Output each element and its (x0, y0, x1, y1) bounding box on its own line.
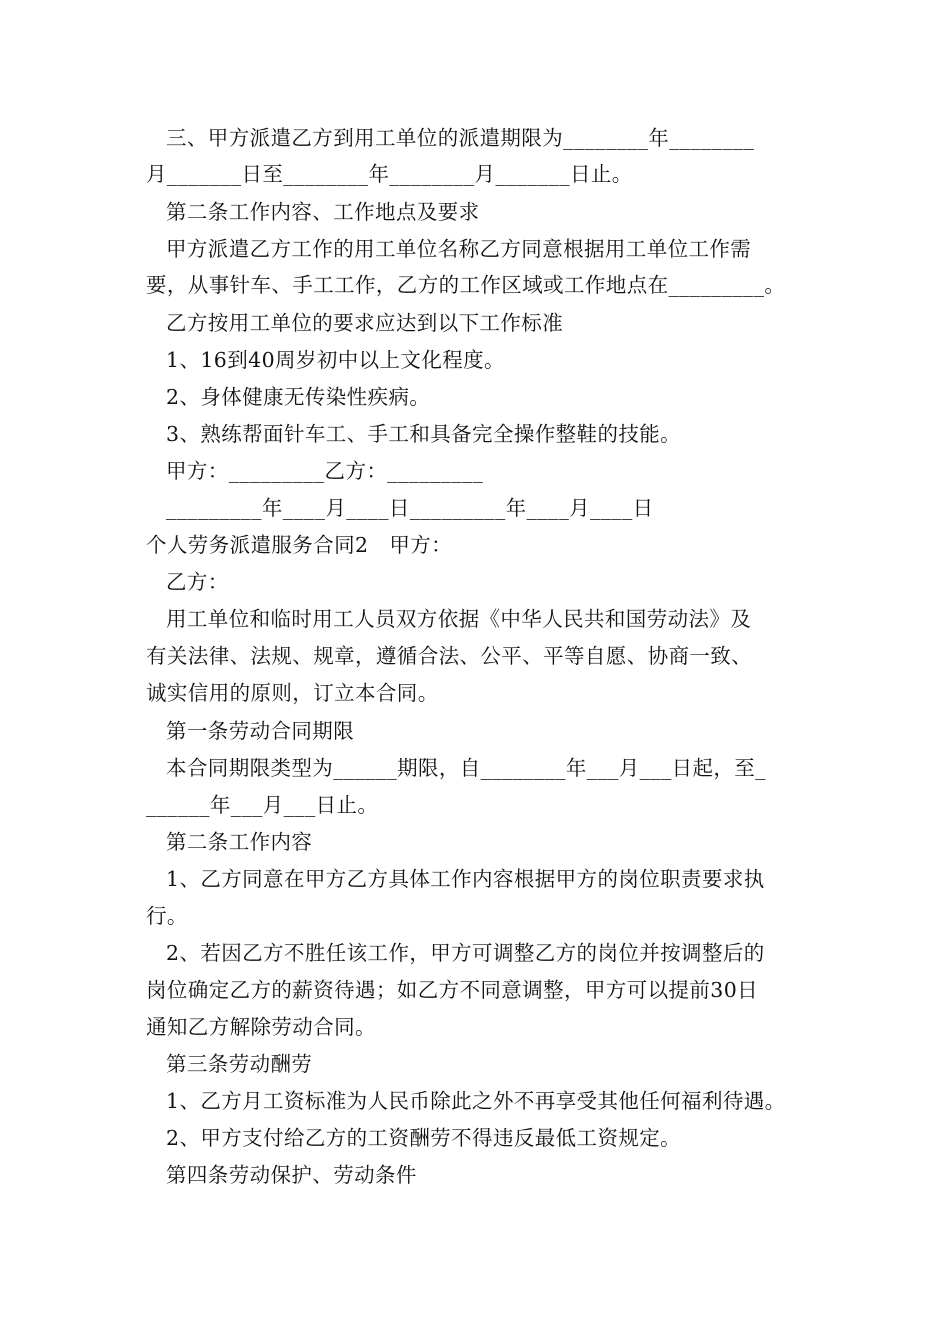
list-item: 3、熟练帮面针车工、手工和具备完全操作整鞋的技能。 (166, 422, 682, 446)
signature-line: 甲方：_________乙方：_________ (166, 459, 484, 483)
text-line: 本合同期限类型为______期限，自________年___月___日起，至_ (166, 756, 766, 780)
text-line: 三、甲方派遣乙方到用工单位的派遣期限为________年________ (166, 126, 755, 150)
text-line: 乙方： (166, 570, 229, 594)
text-line: 用工单位和临时用工人员双方依据《中华人民共和国劳动法》及 (166, 607, 752, 631)
text-line: 通知乙方解除劳动合同。 (146, 1015, 376, 1039)
section-heading: 第二条工作内容、工作地点及要求 (166, 200, 480, 224)
section-heading: 第二条工作内容 (166, 830, 313, 854)
text-line: 诚实信用的原则，订立本合同。 (146, 681, 439, 705)
list-item: 2、甲方支付给乙方的工资酬劳不得违反最低工资规定。 (166, 1126, 682, 1150)
list-item: 1、16到40周岁初中以上文化程度。 (166, 348, 505, 372)
text-line: 月_______日至________年________月_______日止。 (146, 162, 633, 186)
list-item: 1、乙方同意在甲方乙方具体工作内容根据甲方的岗位职责要求执 (166, 867, 765, 891)
text-line: 岗位确定乙方的薪资待遇；如乙方不同意调整，甲方可以提前30日 (146, 978, 759, 1002)
list-item: 2、若因乙方不胜任该工作，甲方可调整乙方的岗位并按调整后的 (166, 941, 765, 965)
text-line: 行。 (146, 904, 188, 928)
contract-title: 个人劳务派遣服务合同2 甲方： (146, 533, 453, 557)
text-line: 乙方按用工单位的要求应达到以下工作标准 (166, 311, 564, 335)
section-heading: 第三条劳动酬劳 (166, 1052, 313, 1076)
text-line: 有关法律、法规、规章，遵循合法、公平、平等自愿、协商一致、 (146, 644, 753, 668)
date-line: _________年____月____日_________年____月____日 (166, 496, 654, 520)
text-line: ______年___月___日止。 (146, 793, 379, 817)
list-item: 2、身体健康无传染性疾病。 (166, 385, 431, 409)
text-line: 甲方派遣乙方工作的用工单位名称乙方同意根据用工单位工作需 (166, 237, 752, 261)
section-heading: 第四条劳动保护、劳动条件 (166, 1163, 417, 1187)
text-line: 要，从事针车、手工工作，乙方的工作区域或工作地点在_________。 (146, 273, 786, 297)
list-item: 1、乙方月工资标准为人民币除此之外不再享受其他任何福利待遇。 (166, 1089, 786, 1113)
section-heading: 第一条劳动合同期限 (166, 719, 355, 743)
